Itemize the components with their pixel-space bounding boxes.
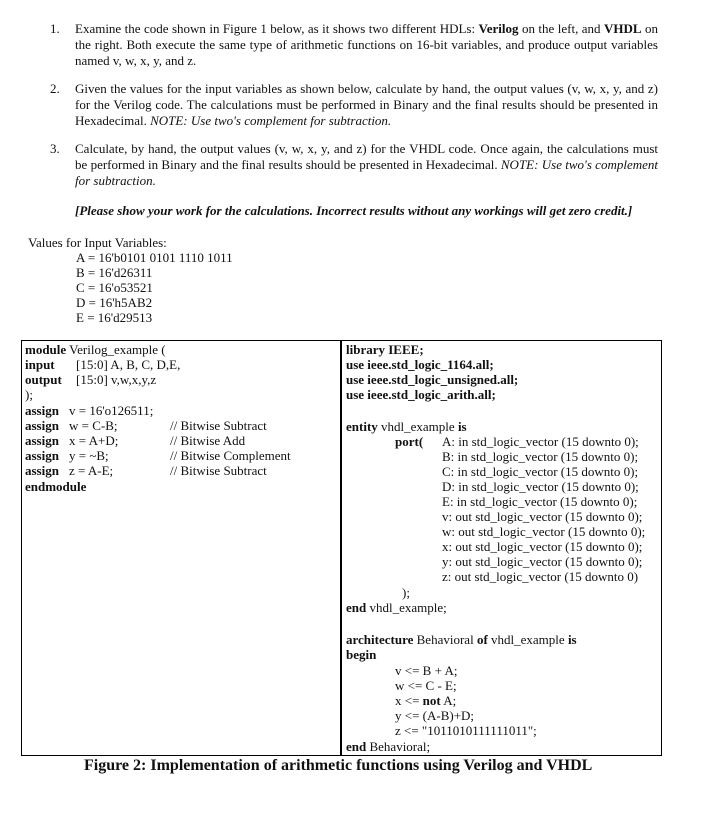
keyword: not [422,693,441,708]
question-number: 1. [50,21,60,36]
verilog-input-ports: [15:0] A, B, C, D,E, [76,357,181,372]
value-b: B = 16'd26311 [76,265,153,280]
keyword: end [346,600,367,615]
assign-keyword: assign [25,433,59,448]
vhdl-use-arith: use ieee.std_logic_arith.all; [346,387,496,402]
assign-keyword: assign [25,463,59,478]
question-2 [50,81,658,131]
vhdl-lib-ieee: library IEEE; [346,342,424,357]
question-bold-vhdl: VHDL [603,21,642,36]
assign-keyword: assign [25,448,59,463]
vhdl-port-x: x: out std_logic_vector (15 downto 0); [442,539,643,554]
vhdl-stmt-v: v <= B + A; [395,663,458,678]
vhdl-port-keyword: port( [395,434,424,449]
keyword: is [567,632,577,647]
verilog-code-box [21,340,342,756]
assign-y: y = ~B; [69,448,109,463]
vhdl-code-box [340,340,662,756]
keyword: output [25,372,62,387]
comment-x: // Bitwise Add [170,433,246,448]
instruction: [Please show your work for the calculations. Incorrect results without any workings will get zero credit.] [75,203,633,218]
vhdl-end-entity [346,600,447,615]
figure-caption: Figure 2: Implementation of arithmetic functions using Verilog and VHDL [84,757,593,774]
vhdl-port-b: B: in std_logic_vector (15 downto 0); [442,449,639,464]
code-text: Verilog_example ( [66,342,166,357]
assign-keyword: assign [25,403,59,418]
vhdl-stmt-w: w <= C - E; [395,678,457,693]
vhdl-port-close: ); [402,585,410,600]
code-text: Behavioral [413,632,477,647]
question-text [75,81,658,129]
value-d: D = 16'h5AB2 [76,295,153,310]
assign-w: w = C-B; [69,418,118,433]
code-text: vhdl_example; [366,600,447,615]
value-c: C = 16'o53521 [76,280,153,295]
vhdl-port-v: v: out std_logic_vector (15 downto 0); [442,509,643,524]
vhdl-use-unsigned: use ieee.std_logic_unsigned.all; [346,372,519,387]
verilog-close-paren: ); [25,387,33,402]
code-text: x <= [395,693,423,708]
comment-w: // Bitwise Subtract [170,418,267,433]
vhdl-begin-keyword: begin [346,647,377,662]
question-bold-verilog: Verilog [478,21,519,36]
code-text: vhdl_example [377,419,458,434]
keyword: input [25,357,55,372]
question-text-part: Calculate, by hand, the output values (v, w, x, y, and z) for the VHDL code. Once again, the calculations must be performed in Binary and the final results should be presented in Hexadecimal. [75,141,658,172]
vhdl-stmt-z: z <= "1011010111111011"; [395,723,537,738]
verilog-output-ports: [15:0] v,w,x,y,z [76,372,157,387]
question-text-part: Given the values for the input variables as shown below, calculate by hand, the output values (v, w, x, y, and z) for the Verilog code. The calculations must be performed in Binary and the final results should be presented in Hexadecimal. [75,81,658,128]
vhdl-end-architecture [346,739,430,754]
keyword: architecture [346,632,414,647]
code-text: A; [440,693,457,708]
question-text [75,141,658,189]
comment-z: // Bitwise Subtract [170,463,267,478]
value-a: A = 16'b0101 0101 1110 1011 [76,250,233,265]
verilog-line-module [25,342,166,357]
code-text: vhdl_example [487,632,568,647]
code-text: Behavioral; [366,739,431,754]
vhdl-port-y: y: out std_logic_vector (15 downto 0); [442,554,643,569]
question-1 [50,21,658,71]
question-text-part: on the left, and [518,21,604,36]
vhdl-stmt-y: y <= (A-B)+D; [395,708,475,723]
keyword: entity [346,419,378,434]
value-e: E = 16'd29513 [76,310,153,325]
assign-keyword: assign [25,418,59,433]
question-note: NOTE: Use two's complement for subtraction. [150,113,392,128]
keyword: is [457,419,467,434]
assign-x: x = A+D; [69,433,119,448]
question-text [75,21,658,69]
keyword: module [25,342,67,357]
assign-z: z = A-E; [69,463,114,478]
keyword: of [476,632,488,647]
question-number: 3. [50,141,60,156]
vhdl-port-e: E: in std_logic_vector (15 downto 0); [442,494,638,509]
values-title: Values for Input Variables: [28,235,167,250]
question-3 [50,141,658,191]
vhdl-port-z: z: out std_logic_vector (15 downto 0) [442,569,639,584]
vhdl-port-a: A: in std_logic_vector (15 downto 0); [442,434,639,449]
vhdl-entity-line [346,419,467,434]
verilog-line-output [25,372,62,387]
question-text-part: Examine the code shown in Figure 1 below, as it shows two different HDLs: [75,21,479,36]
vhdl-port-d: D: in std_logic_vector (15 downto 0); [442,479,639,494]
vhdl-stmt-x [395,693,456,708]
assign-v: v = 16'o126511; [69,403,154,418]
vhdl-port-c: C: in std_logic_vector (15 downto 0); [442,464,639,479]
vhdl-use-1164: use ieee.std_logic_1164.all; [346,357,494,372]
comment-y: // Bitwise Complement [170,448,291,463]
verilog-line-input [25,357,55,372]
question-text-part: on the right. Both execute the same type of arithmetic functions on 16-bit variables, and produce output variables named v, w, x, y, and z. [75,21,658,68]
endmodule-keyword: endmodule [25,479,87,494]
keyword: end [346,739,367,754]
vhdl-architecture-line [346,632,577,647]
question-note: NOTE: Use two's complement for subtraction. [75,157,658,188]
question-number: 2. [50,81,60,96]
vhdl-port-w: w: out std_logic_vector (15 downto 0); [442,524,646,539]
